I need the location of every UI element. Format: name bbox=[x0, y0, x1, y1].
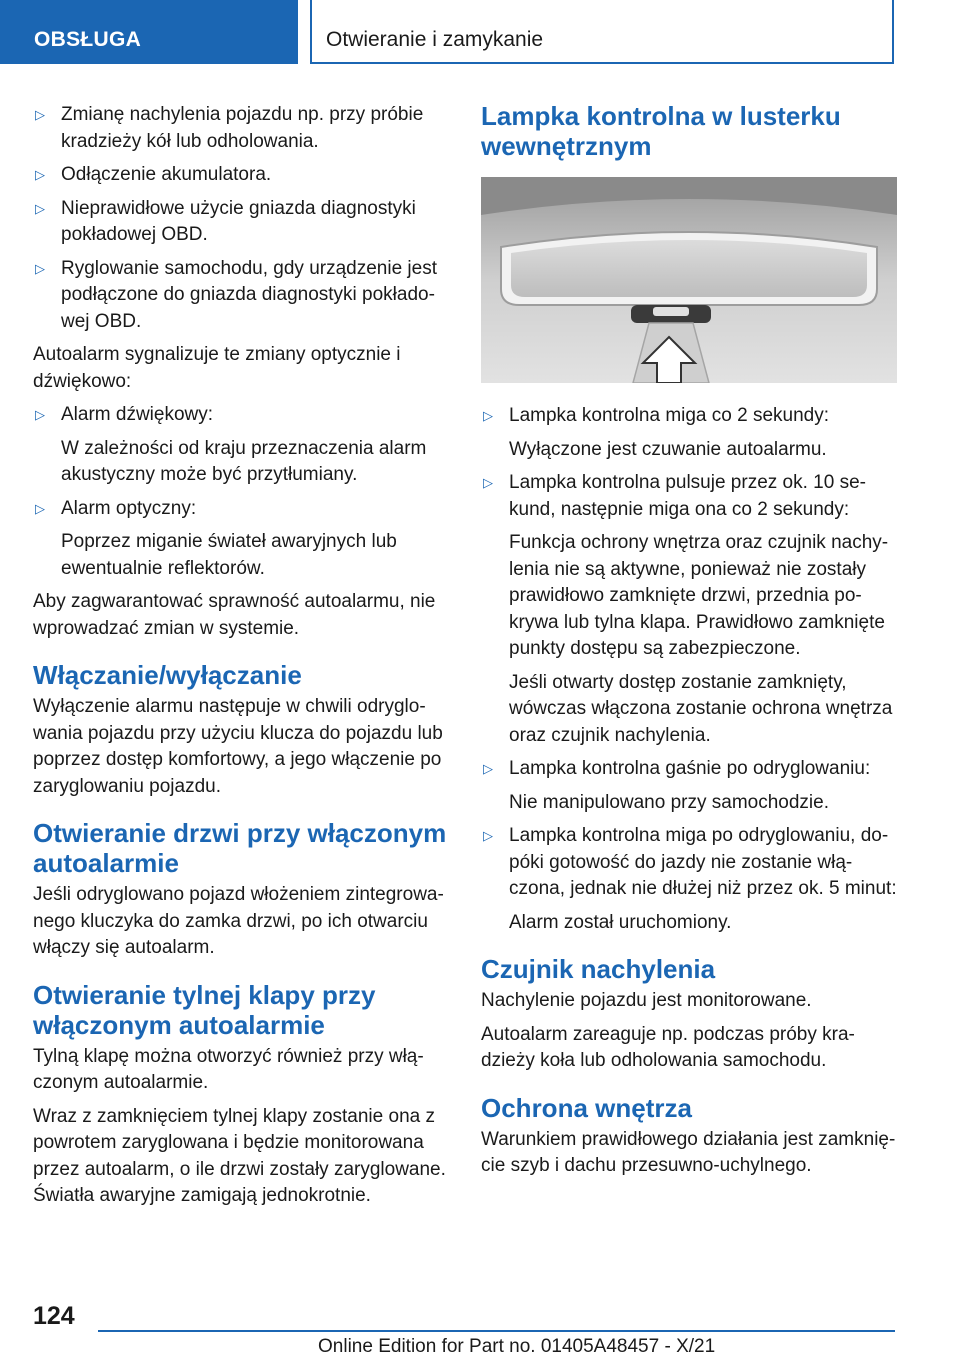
list-item-detail: Funkcja ochrony wnętrza oraz czujnik nachylenia nie są aktywne, ponieważ nie zostały prawidłowo zamknięte drzwi, przednia pokrywa lub tylna klapa. Prawidłowo zamknięte punkty dostępu są zabezpieczone. bbox=[509, 532, 889, 659]
section-heading: Otwieranie drzwi przy włączonym autoalarmie bbox=[33, 818, 447, 878]
section-tab bbox=[0, 0, 298, 64]
section-heading: Otwieranie tylnej klapy przy włączonym autoalarmie bbox=[33, 979, 376, 1040]
triangle-bullet-icon: ▷ bbox=[35, 500, 45, 516]
list-item: ▷ Lampka kontrolna gaśnie po odryglowaniu: bbox=[481, 756, 897, 783]
triangle-bullet-icon: ▷ bbox=[35, 107, 45, 122]
paragraph: Wraz z zamknięciem tylnej klapy zostanie ona z powrotem zaryglowana i będzie monitorowana przez autoalarm, o ile drzwi zostały zaryglowane. Światła awaryjne zamigają jednokrotnie. bbox=[33, 1105, 446, 1206]
left-column bbox=[33, 102, 451, 1217]
list-item-detail: Poprzez miganie świateł awaryjnych lub ewentualnie reflektorów. bbox=[61, 531, 397, 579]
triangle-bullet-icon: ▷ bbox=[35, 260, 45, 276]
list-item: ▷ Lampka kontrolna miga po odryglowaniu, dopóki gotowość do jazdy nie zostanie włączona, jednak nie dłużej niż przez ok. 5 minut: bbox=[483, 825, 897, 899]
list-item-detail: Wyłączone jest czuwanie autoalarmu. bbox=[509, 438, 827, 460]
list-item-detail: Jeśli otwarty dostęp zostanie zamknięty, wówczas włączona zostanie ochrona wnętrza oraz czujnik nachylenia. bbox=[509, 671, 893, 746]
triangle-bullet-icon: ▷ bbox=[483, 761, 493, 776]
paragraph: Autoalarm sygnalizuje te zmiany optycznie i dźwiękowo: bbox=[33, 344, 401, 392]
list-item: ▷ Alarm optyczny: bbox=[33, 496, 451, 523]
paragraph: Warunkiem prawidłowego działania jest zamknięcie szyb i dachu przesuwno-uchylnego. bbox=[481, 1128, 896, 1176]
list-item: ▷ Alarm dźwiękowy: bbox=[33, 402, 451, 429]
list-item: ▷ Lampka kontrolna miga co 2 sekundy: bbox=[481, 403, 897, 430]
list-item-detail: W zależności od kraju przeznaczenia alarm akustyczny może być przytłumiany. bbox=[61, 437, 427, 485]
paragraph: Tylną klapę można otworzyć również przy włączonym autoalarmie. bbox=[33, 1045, 424, 1093]
right-column bbox=[481, 101, 897, 1187]
paragraph: Autoalarm zareaguje np. podczas próby kradzieży koła lub odholowania samochodu. bbox=[481, 1023, 855, 1071]
footer-divider bbox=[98, 1330, 895, 1332]
list-item: ▷ Nieprawidłowe użycie gniazda diagnostyki pokładowej OBD. bbox=[35, 197, 416, 245]
section-label: OBSŁUGA bbox=[34, 28, 142, 51]
triangle-bullet-icon: ▷ bbox=[483, 828, 493, 843]
triangle-bullet-icon: ▷ bbox=[35, 200, 45, 216]
chapter-title: Otwieranie i zamykanie bbox=[326, 28, 544, 51]
page-number: 124 bbox=[33, 1302, 75, 1330]
triangle-bullet-icon: ▷ bbox=[35, 167, 45, 182]
section-heading: Włączanie/wyłączanie bbox=[33, 660, 302, 690]
section-heading: Czujnik nachylenia bbox=[481, 954, 716, 984]
paragraph: Jeśli odryglowano pojazd włożeniem zintegrowanego kluczyka do zamka drzwi, po ich otwarciu włączy się autoalarm. bbox=[33, 884, 444, 958]
paragraph: Nachylenie pojazdu jest monitorowane. bbox=[481, 990, 812, 1011]
list-item: ▷ Ryglowanie samochodu, gdy urządzenie jest podłączone do gniazda diagnostyki pokładowej OBD. bbox=[35, 257, 437, 332]
footer-edition: Online Edition for Part no. 01405A48457 - X/21 bbox=[318, 1336, 716, 1357]
list-item-detail: Nie manipulowano przy samochodzie. bbox=[509, 791, 829, 813]
triangle-bullet-icon: ▷ bbox=[35, 407, 45, 422]
section-heading: Ochrona wnętrza bbox=[481, 1092, 692, 1123]
list-item: ▷ Lampka kontrolna pulsuje przez ok. 10 sekund, następnie miga ona co 2 sekundy: bbox=[483, 472, 866, 520]
list-item: ▷ Zmianę nachylenia pojazdu np. przy próbie kradzieży kół lub odholowania. bbox=[35, 104, 424, 152]
list-item-detail: Alarm został uruchomiony. bbox=[509, 911, 732, 933]
triangle-bullet-icon: ▷ bbox=[483, 408, 493, 423]
rearview-mirror-illustration bbox=[481, 177, 897, 383]
paragraph: Wyłączenie alarmu następuje w chwili odryglowania pojazdu przy użyciu klucza do pojazdu lub poprzez dostęp komfortowy, a jego włączenie po zaryglowaniu pojazdu. bbox=[33, 696, 443, 797]
list-item: ▷ Odłączenie akumulatora. bbox=[33, 162, 451, 189]
section-heading: Lampka kontrolna w lusterku wewnętrznym bbox=[481, 101, 841, 161]
paragraph: Aby zagwarantować sprawność autoalarmu, nie wprowadzać zmian w systemie. bbox=[33, 591, 436, 639]
triangle-bullet-icon: ▷ bbox=[483, 475, 493, 490]
